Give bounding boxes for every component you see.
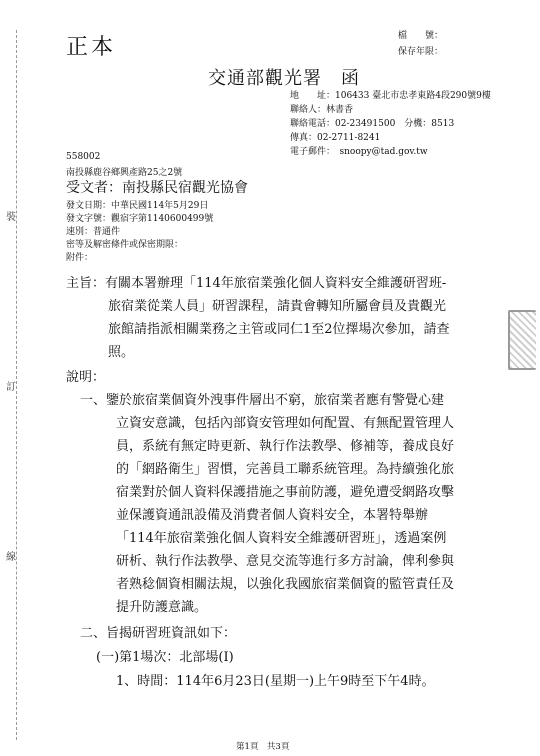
explanation-line: 一、鑒於旅宿業個資外洩事件層出不窮，旅宿業者應有警覺心建 [80,393,445,408]
binding-mark: 訂 [6,382,16,393]
copy-mark: 正本 [66,35,117,60]
contact-email: 電子郵件： snoopy@tad.gov.tw [290,147,428,157]
session-time: 1、時間：114年6月23日(星期一)上午9時至下午4時。 [116,674,435,689]
subject-line: 旅宿業從業人員」研習課程，請貴會轉知所屬會員及貴觀光 [108,299,447,314]
subject-line: 主旨：有關本署辦理「114年旅宿業強化個人資料安全維護研習班- [66,276,447,291]
contact-phone: 聯絡電話：02-23491500 分機：8513 [290,119,455,129]
explanation-line: 提升防護意識。 [116,600,208,615]
explanation-line: 立資安意識，包括內部資安管理如何配置、有無配置管理人 [116,416,455,431]
contact-fax: 傳真：02-2711-8241 [290,133,381,143]
explanation-line: 員，系統有無定時更新、執行作法教學、修補等，養成良好 [116,439,455,454]
security-level: 密等及解密條件或保密期限： [66,240,184,250]
explanation-heading: 說明： [66,370,106,385]
explanation-line: 並保護資通訊設備及消費者個人資料安全，本署特舉辦 [116,508,429,523]
agency-address: 地 址：106433 臺北市忠孝東路4段290號9樓 [290,91,491,101]
explanation-line: 研析、執行作法教學、意見交流等進行多方討論，俾利參與 [116,554,455,569]
contact-person: 聯絡人：林書香 [290,105,354,115]
subject-line: 旅館請指派相關業務之主管或同仁1至2位擇場次參加，請查 [108,322,450,337]
session-heading: (一)第1場次：北部場(I) [96,650,234,665]
binding-mark: 裝 [6,212,16,223]
binding-line [16,30,17,740]
explanation-item-2: 二、旨揭研習班資訊如下： [80,626,237,641]
document-number: 發文字號：觀宿字第1140600499號 [66,214,214,224]
binding-mark: 線 [6,552,16,563]
file-number-label: 檔 號： [398,31,444,41]
attachment: 附件： [66,253,94,263]
addressee: 受文者：南投縣民宿觀光協會 [66,180,248,196]
issue-date: 發文日期：中華民國114年5月29日 [66,201,209,211]
retention-label: 保存年限： [398,47,444,57]
recipient-address: 南投縣鹿谷鄉興產路25之2號 [66,168,183,178]
page-number: 第1頁 共3頁 [236,742,290,752]
explanation-line: 「114年旅宿業強化個人資料安全維護研習班」，透過案例 [116,531,447,546]
explanation-line: 宿業對於個人資料保護措施之事前防護，避免遭受網路攻擊 [116,485,455,500]
explanation-line: 的「網路衛生」習慣，完善員工聯系統管理。為持續強化旅 [116,462,455,477]
subject-line: 照。 [108,345,135,360]
seal-stamp [508,310,536,370]
recipient-zip: 558002 [66,152,101,162]
delivery-speed: 速別：普通件 [66,227,121,237]
agency-title: 交通部觀光署 函 [208,68,360,89]
explanation-line: 者熟稔個資相關法規，以強化我國旅宿業個資的監管責任及 [116,577,455,592]
